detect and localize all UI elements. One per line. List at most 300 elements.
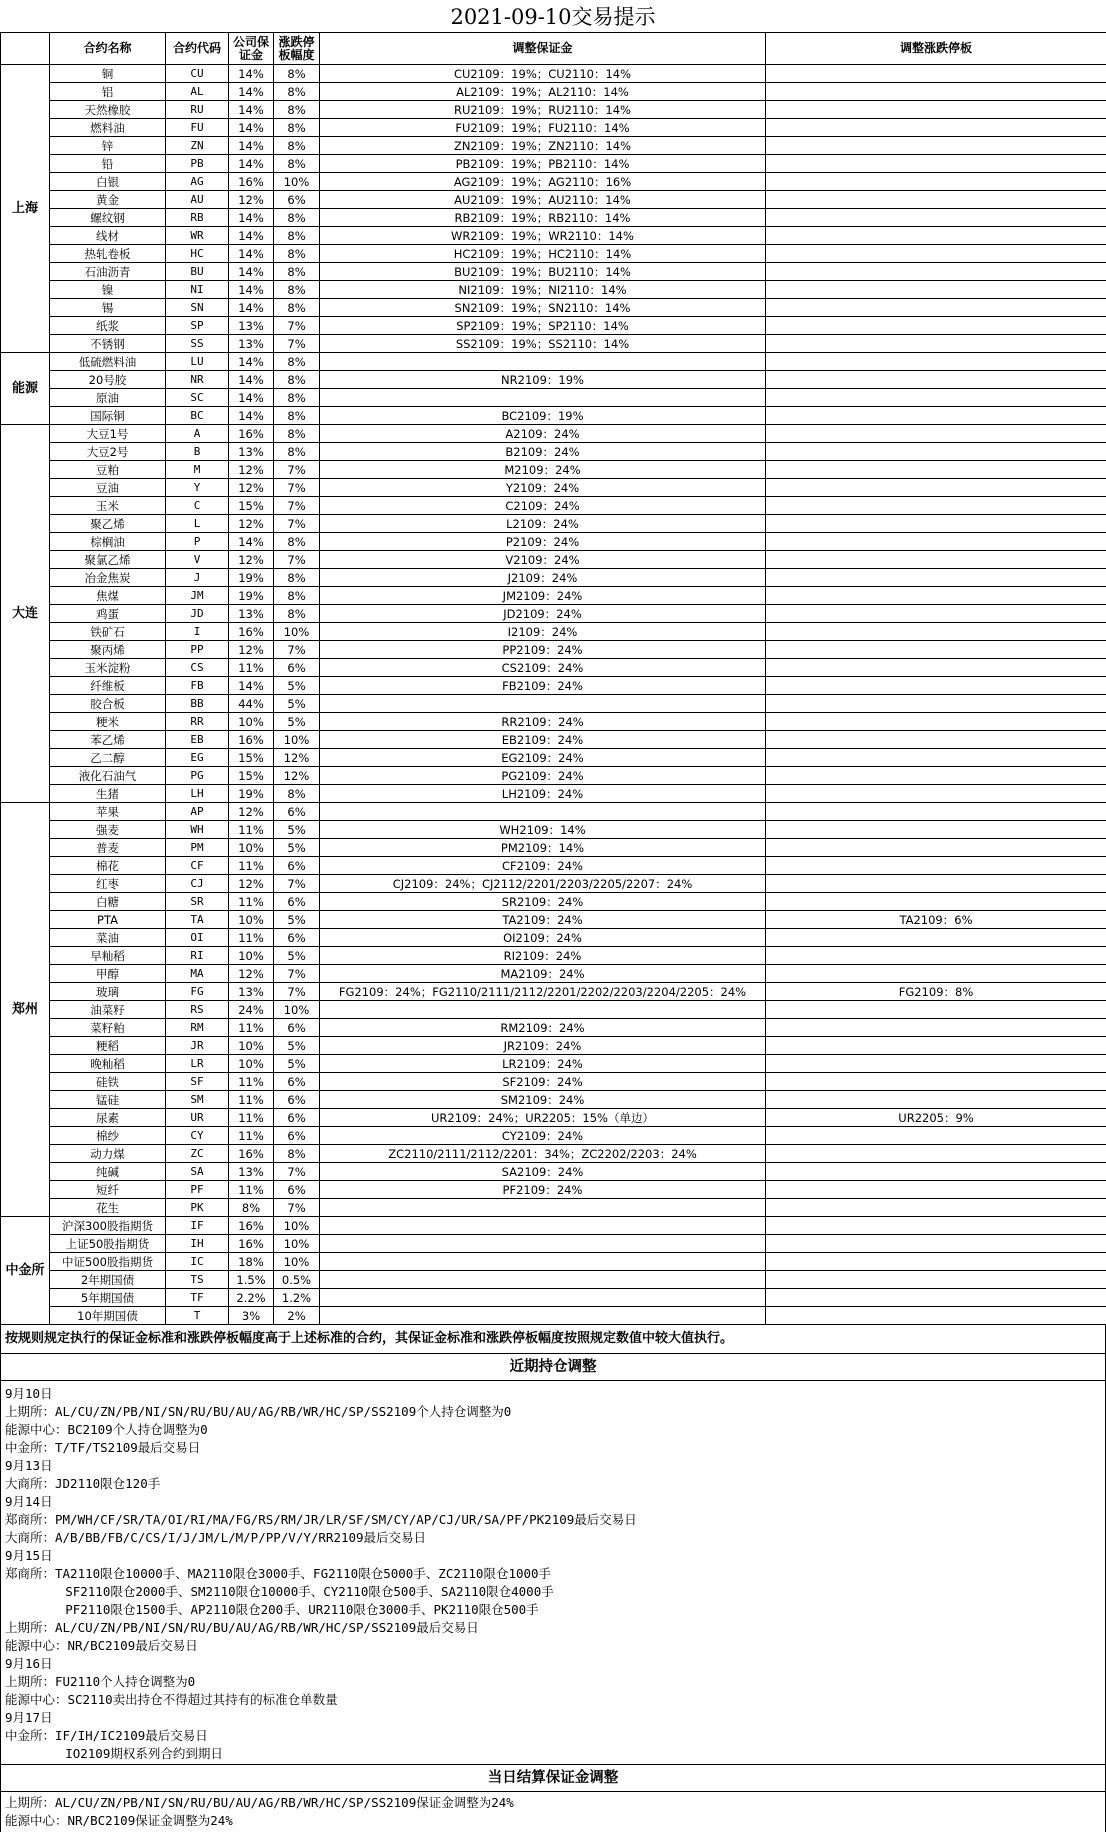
contract-code: RI — [166, 947, 229, 965]
table-row — [1, 983, 1106, 1001]
company-margin: 12% — [229, 965, 274, 983]
adjusted-limit — [766, 1235, 1106, 1253]
contract-name: 大豆1号 — [50, 425, 166, 443]
table-row — [1, 803, 1106, 821]
position-line: 上期所：AL/CU/ZN/PB/NI/SN/RU/BU/AU/AG/RB/WR/HC/SP/SS2109最后交易日 — [5, 1619, 1101, 1637]
adjusted-limit — [766, 839, 1106, 857]
table-row — [1, 749, 1106, 767]
contract-code: V — [166, 551, 229, 569]
table-row — [1, 1145, 1106, 1163]
contract-code: AL — [166, 83, 229, 101]
contract-code: RS — [166, 1001, 229, 1019]
company-margin: 14% — [229, 227, 274, 245]
company-margin: 14% — [229, 533, 274, 551]
contract-code: A — [166, 425, 229, 443]
company-margin: 11% — [229, 1127, 274, 1145]
limit: 8% — [274, 281, 320, 299]
position-line: 上期所：AL/CU/ZN/PB/NI/SN/RU/BU/AU/AG/RB/WR/HC/SP/SS2109个人持仓调整为0 — [5, 1403, 1101, 1421]
company-margin: 2.2% — [229, 1289, 274, 1307]
limit: 10% — [274, 1217, 320, 1235]
adjusted-margin: HC2109：19%；HC2110：14% — [320, 245, 766, 263]
contract-name: PTA — [50, 911, 166, 929]
company-margin: 11% — [229, 1109, 274, 1127]
contract-name: 乙二醇 — [50, 749, 166, 767]
adjusted-margin: SS2109：19%；SS2110：14% — [320, 335, 766, 353]
adjusted-margin: RB2109：19%；RB2110：14% — [320, 209, 766, 227]
position-line: 9月13日 — [5, 1457, 1101, 1475]
table-row — [1, 425, 1106, 443]
adjusted-limit — [766, 533, 1106, 551]
table-row — [1, 713, 1106, 731]
adjusted-margin: LR2109：24% — [320, 1055, 766, 1073]
limit: 7% — [274, 641, 320, 659]
adjusted-limit — [766, 875, 1106, 893]
table-row — [1, 533, 1106, 551]
adjusted-margin: AL2109：19%；AL2110：14% — [320, 83, 766, 101]
adjusted-margin: ZC2110/2111/2112/2201：34%；ZC2202/2203：24% — [320, 1145, 766, 1163]
contract-code: CS — [166, 659, 229, 677]
company-margin: 13% — [229, 317, 274, 335]
limit: 5% — [274, 713, 320, 731]
contract-code: CF — [166, 857, 229, 875]
company-margin: 13% — [229, 605, 274, 623]
adjusted-margin — [320, 1307, 766, 1325]
table-row — [1, 227, 1106, 245]
adjusted-margin: PF2109：24% — [320, 1181, 766, 1199]
limit: 8% — [274, 353, 320, 371]
contract-code: M — [166, 461, 229, 479]
table-row — [1, 1289, 1106, 1307]
company-margin: 11% — [229, 929, 274, 947]
table-row — [1, 83, 1106, 101]
adjusted-limit — [766, 605, 1106, 623]
adjusted-margin: SN2109：19%；SN2110：14% — [320, 299, 766, 317]
contract-name: 黄金 — [50, 191, 166, 209]
adjusted-margin: PM2109：14% — [320, 839, 766, 857]
limit: 7% — [274, 515, 320, 533]
limit: 8% — [274, 227, 320, 245]
contract-name: 玉米 — [50, 497, 166, 515]
contract-name: 强麦 — [50, 821, 166, 839]
company-margin: 10% — [229, 713, 274, 731]
position-adjust-title: 近期持仓调整 — [1, 1354, 1105, 1381]
table-row — [1, 911, 1106, 929]
contract-code: MA — [166, 965, 229, 983]
contract-code: T — [166, 1307, 229, 1325]
table-row — [1, 551, 1106, 569]
limit: 6% — [274, 929, 320, 947]
adjusted-limit — [766, 695, 1106, 713]
contract-code: FG — [166, 983, 229, 1001]
adjusted-limit — [766, 893, 1106, 911]
company-margin: 14% — [229, 263, 274, 281]
adjusted-margin — [320, 695, 766, 713]
contract-code: ZN — [166, 137, 229, 155]
table-row — [1, 299, 1106, 317]
adjusted-limit — [766, 731, 1106, 749]
contract-code: IF — [166, 1217, 229, 1235]
limit: 7% — [274, 965, 320, 983]
contract-name: 锰硅 — [50, 1091, 166, 1109]
contract-code: SR — [166, 893, 229, 911]
adjusted-limit — [766, 767, 1106, 785]
company-margin: 10% — [229, 911, 274, 929]
limit: 6% — [274, 1181, 320, 1199]
contract-name: 低硫燃料油 — [50, 353, 166, 371]
adjusted-limit — [766, 65, 1106, 83]
limit: 10% — [274, 1253, 320, 1271]
limit: 6% — [274, 857, 320, 875]
company-margin: 16% — [229, 1235, 274, 1253]
contract-code: ZC — [166, 1145, 229, 1163]
adjusted-margin: SM2109：24% — [320, 1091, 766, 1109]
company-margin: 11% — [229, 821, 274, 839]
adjusted-limit — [766, 677, 1106, 695]
adjusted-margin: RM2109：24% — [320, 1019, 766, 1037]
adjusted-limit — [766, 1037, 1106, 1055]
company-margin: 19% — [229, 785, 274, 803]
company-margin: 10% — [229, 947, 274, 965]
contract-name: 天然橡胶 — [50, 101, 166, 119]
contract-code: SC — [166, 389, 229, 407]
contract-code: TS — [166, 1271, 229, 1289]
limit: 7% — [274, 1163, 320, 1181]
table-row — [1, 767, 1106, 785]
position-line: 郑商所：PM/WH/CF/SR/TA/OI/RI/MA/FG/RS/RM/JR/LR/SF/SM/CY/AP/CJ/UR/SA/PF/PK2109最后交易日 — [5, 1511, 1101, 1529]
table-row — [1, 1091, 1106, 1109]
table-row — [1, 1163, 1106, 1181]
adjusted-margin: NI2109：19%；NI2110：14% — [320, 281, 766, 299]
limit: 7% — [274, 875, 320, 893]
company-margin: 12% — [229, 461, 274, 479]
table-row — [1, 209, 1106, 227]
contract-name: 热轧卷板 — [50, 245, 166, 263]
company-margin: 14% — [229, 209, 274, 227]
contract-name: 油菜籽 — [50, 1001, 166, 1019]
company-margin: 13% — [229, 983, 274, 1001]
contract-code: PG — [166, 767, 229, 785]
adjusted-limit — [766, 1163, 1106, 1181]
company-margin: 14% — [229, 299, 274, 317]
adjusted-limit — [766, 551, 1106, 569]
header-adjusted-margin: 调整保证金 — [320, 33, 766, 65]
position-line: 9月17日 — [5, 1709, 1101, 1727]
limit: 6% — [274, 1019, 320, 1037]
table-row — [1, 317, 1106, 335]
adjusted-limit — [766, 1055, 1106, 1073]
adjusted-margin: L2109：24% — [320, 515, 766, 533]
contract-name: 早籼稻 — [50, 947, 166, 965]
adjusted-limit — [766, 137, 1106, 155]
company-margin: 15% — [229, 767, 274, 785]
adjusted-limit — [766, 317, 1106, 335]
contract-name: 棉纱 — [50, 1127, 166, 1145]
company-margin: 1.5% — [229, 1271, 274, 1289]
contract-code: JM — [166, 587, 229, 605]
contract-code: C — [166, 497, 229, 515]
limit: 8% — [274, 425, 320, 443]
limit: 8% — [274, 785, 320, 803]
adjusted-margin: PG2109：24% — [320, 767, 766, 785]
contract-code: RB — [166, 209, 229, 227]
contract-name: 棉花 — [50, 857, 166, 875]
limit: 5% — [274, 821, 320, 839]
company-margin: 14% — [229, 137, 274, 155]
contract-name: 5年期国债 — [50, 1289, 166, 1307]
adjusted-margin: LH2109：24% — [320, 785, 766, 803]
contract-name: 铁矿石 — [50, 623, 166, 641]
limit: 8% — [274, 65, 320, 83]
limit: 12% — [274, 749, 320, 767]
contract-code: SN — [166, 299, 229, 317]
company-margin: 12% — [229, 191, 274, 209]
adjusted-margin — [320, 803, 766, 821]
company-margin: 14% — [229, 677, 274, 695]
position-line: PF2110限仓1500手、AP2110限仓200手、UR2110限仓3000手、PK2110限仓500手 — [5, 1601, 1101, 1619]
adjusted-limit — [766, 1091, 1106, 1109]
contract-name: 白糖 — [50, 893, 166, 911]
adjusted-margin: OI2109：24% — [320, 929, 766, 947]
position-line: SF2110限仓2000手、SM2110限仓10000手、CY2110限仓500手、SA2110限仓4000手 — [5, 1583, 1101, 1601]
contract-code: EB — [166, 731, 229, 749]
limit: 7% — [274, 1199, 320, 1217]
contract-code: J — [166, 569, 229, 587]
adjusted-margin: SP2109：19%；SP2110：14% — [320, 317, 766, 335]
contract-name: 10年期国债 — [50, 1307, 166, 1325]
position-line: 9月15日 — [5, 1547, 1101, 1565]
settlement-line: 上期所：AL/CU/ZN/PB/NI/SN/RU/BU/AU/AG/RB/WR/HC/SP/SS2109保证金调整为24% — [5, 1794, 1101, 1812]
contract-name: 沪深300股指期货 — [50, 1217, 166, 1235]
limit: 8% — [274, 407, 320, 425]
contract-code: P — [166, 533, 229, 551]
table-row — [1, 65, 1106, 83]
header-limit: 涨跌停板幅度 — [274, 33, 320, 65]
limit: 7% — [274, 317, 320, 335]
table-row — [1, 659, 1106, 677]
adjusted-limit — [766, 569, 1106, 587]
adjusted-limit — [766, 1217, 1106, 1235]
position-line: 郑商所：TA2110限仓10000手、MA2110限仓3000手、FG2110限仓5000手、ZC2110限仓1000手 — [5, 1565, 1101, 1583]
table-row — [1, 947, 1106, 965]
company-margin: 11% — [229, 1073, 274, 1091]
contract-code: LH — [166, 785, 229, 803]
contract-name: 铜 — [50, 65, 166, 83]
table-row — [1, 1235, 1106, 1253]
company-margin: 11% — [229, 1019, 274, 1037]
table-row — [1, 1217, 1106, 1235]
adjusted-limit — [766, 713, 1106, 731]
adjusted-margin — [320, 1217, 766, 1235]
contract-name: 镍 — [50, 281, 166, 299]
contract-code: BB — [166, 695, 229, 713]
limit: 7% — [274, 479, 320, 497]
contract-name: 玻璃 — [50, 983, 166, 1001]
notes-block — [0, 1325, 1106, 1832]
limit: 8% — [274, 299, 320, 317]
contract-code: AU — [166, 191, 229, 209]
company-margin: 14% — [229, 155, 274, 173]
company-margin: 16% — [229, 173, 274, 191]
limit: 8% — [274, 389, 320, 407]
adjusted-margin — [320, 1199, 766, 1217]
adjusted-margin: WR2109：19%；WR2110：14% — [320, 227, 766, 245]
company-margin: 19% — [229, 587, 274, 605]
contract-name: 冶金焦炭 — [50, 569, 166, 587]
company-margin: 13% — [229, 443, 274, 461]
adjusted-limit — [766, 947, 1106, 965]
contract-code: JR — [166, 1037, 229, 1055]
adjusted-limit — [766, 857, 1106, 875]
limit: 12% — [274, 767, 320, 785]
adjusted-margin — [320, 1271, 766, 1289]
adjusted-margin: UR2109：24%；UR2205：15%（单边） — [320, 1109, 766, 1127]
limit: 5% — [274, 1037, 320, 1055]
adjusted-limit — [766, 1019, 1106, 1037]
adjusted-limit — [766, 281, 1106, 299]
adjusted-limit — [766, 407, 1106, 425]
contract-code: IH — [166, 1235, 229, 1253]
limit: 5% — [274, 695, 320, 713]
table-row — [1, 587, 1106, 605]
table-row — [1, 191, 1106, 209]
exchange-name: 能源 — [1, 353, 50, 425]
adjusted-margin: PB2109：19%；PB2110：14% — [320, 155, 766, 173]
position-line: 9月10日 — [5, 1385, 1101, 1403]
adjusted-margin: I2109：24% — [320, 623, 766, 641]
table-row — [1, 731, 1106, 749]
limit: 7% — [274, 461, 320, 479]
table-row — [1, 1109, 1106, 1127]
adjusted-margin: WH2109：14% — [320, 821, 766, 839]
adjusted-margin: MA2109：24% — [320, 965, 766, 983]
limit: 7% — [274, 497, 320, 515]
company-margin: 16% — [229, 1217, 274, 1235]
contract-code: AP — [166, 803, 229, 821]
company-margin: 14% — [229, 407, 274, 425]
company-margin: 16% — [229, 623, 274, 641]
adjusted-limit — [766, 461, 1106, 479]
table-row — [1, 929, 1106, 947]
contract-name: 鸡蛋 — [50, 605, 166, 623]
exchange-name: 郑州 — [1, 803, 50, 1217]
adjusted-margin: PP2109：24% — [320, 641, 766, 659]
adjusted-limit: FG2109：8% — [766, 983, 1106, 1001]
contract-code: BC — [166, 407, 229, 425]
contract-name: 白银 — [50, 173, 166, 191]
contract-name: 螺纹钢 — [50, 209, 166, 227]
settlement-adjust-title: 当日结算保证金调整 — [1, 1765, 1105, 1792]
contract-code: JD — [166, 605, 229, 623]
adjusted-margin: SA2109：24% — [320, 1163, 766, 1181]
limit: 8% — [274, 533, 320, 551]
limit: 2% — [274, 1307, 320, 1325]
adjusted-margin: CF2109：24% — [320, 857, 766, 875]
contract-code: PK — [166, 1199, 229, 1217]
contract-name: 燃料油 — [50, 119, 166, 137]
company-margin: 14% — [229, 101, 274, 119]
table-row — [1, 1181, 1106, 1199]
contract-name: 铝 — [50, 83, 166, 101]
company-margin: 10% — [229, 1055, 274, 1073]
table-row — [1, 155, 1106, 173]
adjusted-margin: P2109：24% — [320, 533, 766, 551]
contract-name: 纸浆 — [50, 317, 166, 335]
settlement-line: 能源中心：NR/BC2109保证金调整为24% — [5, 1812, 1101, 1830]
limit: 6% — [274, 659, 320, 677]
adjusted-limit — [766, 623, 1106, 641]
limit: 6% — [274, 1109, 320, 1127]
contract-code: SA — [166, 1163, 229, 1181]
table-row — [1, 101, 1106, 119]
adjusted-margin: CS2109：24% — [320, 659, 766, 677]
contract-name: 生猪 — [50, 785, 166, 803]
company-margin: 11% — [229, 1091, 274, 1109]
limit: 10% — [274, 731, 320, 749]
table-row — [1, 623, 1106, 641]
adjusted-limit — [766, 1253, 1106, 1271]
table-row — [1, 1001, 1106, 1019]
limit: 8% — [274, 569, 320, 587]
contract-name: 液化石油气 — [50, 767, 166, 785]
adjusted-margin — [320, 1289, 766, 1307]
limit: 6% — [274, 803, 320, 821]
adjusted-limit — [766, 173, 1106, 191]
limit: 10% — [274, 173, 320, 191]
adjusted-limit — [766, 929, 1106, 947]
limit: 8% — [274, 137, 320, 155]
adjusted-limit — [766, 443, 1106, 461]
adjusted-limit — [766, 1145, 1106, 1163]
table-row — [1, 1307, 1106, 1325]
limit: 8% — [274, 587, 320, 605]
table-row — [1, 965, 1106, 983]
table-row — [1, 443, 1106, 461]
adjusted-limit — [766, 245, 1106, 263]
contract-code: IC — [166, 1253, 229, 1271]
table-row — [1, 857, 1106, 875]
position-line: 大商所：JD2110限仓120手 — [5, 1475, 1101, 1493]
contract-name: 纯碱 — [50, 1163, 166, 1181]
adjusted-margin: RR2109：24% — [320, 713, 766, 731]
contract-code: SM — [166, 1091, 229, 1109]
limit: 8% — [274, 371, 320, 389]
contract-name: 聚丙烯 — [50, 641, 166, 659]
contract-name: 粳稻 — [50, 1037, 166, 1055]
adjusted-margin: B2109：24% — [320, 443, 766, 461]
adjusted-limit — [766, 389, 1106, 407]
contract-name: 晚籼稻 — [50, 1055, 166, 1073]
contract-code: PM — [166, 839, 229, 857]
contract-name: 石油沥青 — [50, 263, 166, 281]
company-margin: 8% — [229, 1199, 274, 1217]
contract-name: 胶合板 — [50, 695, 166, 713]
contract-code: PB — [166, 155, 229, 173]
limit: 8% — [274, 119, 320, 137]
table-row — [1, 1055, 1106, 1073]
margin-table — [0, 32, 1106, 1325]
adjusted-limit — [766, 515, 1106, 533]
company-margin: 16% — [229, 1145, 274, 1163]
limit: 1.2% — [274, 1289, 320, 1307]
company-margin: 11% — [229, 893, 274, 911]
contract-code: LU — [166, 353, 229, 371]
company-margin: 11% — [229, 659, 274, 677]
table-row — [1, 1019, 1106, 1037]
adjusted-margin: V2109：24% — [320, 551, 766, 569]
position-adjust-lines — [1, 1381, 1105, 1765]
table-row — [1, 515, 1106, 533]
adjusted-margin — [320, 353, 766, 371]
